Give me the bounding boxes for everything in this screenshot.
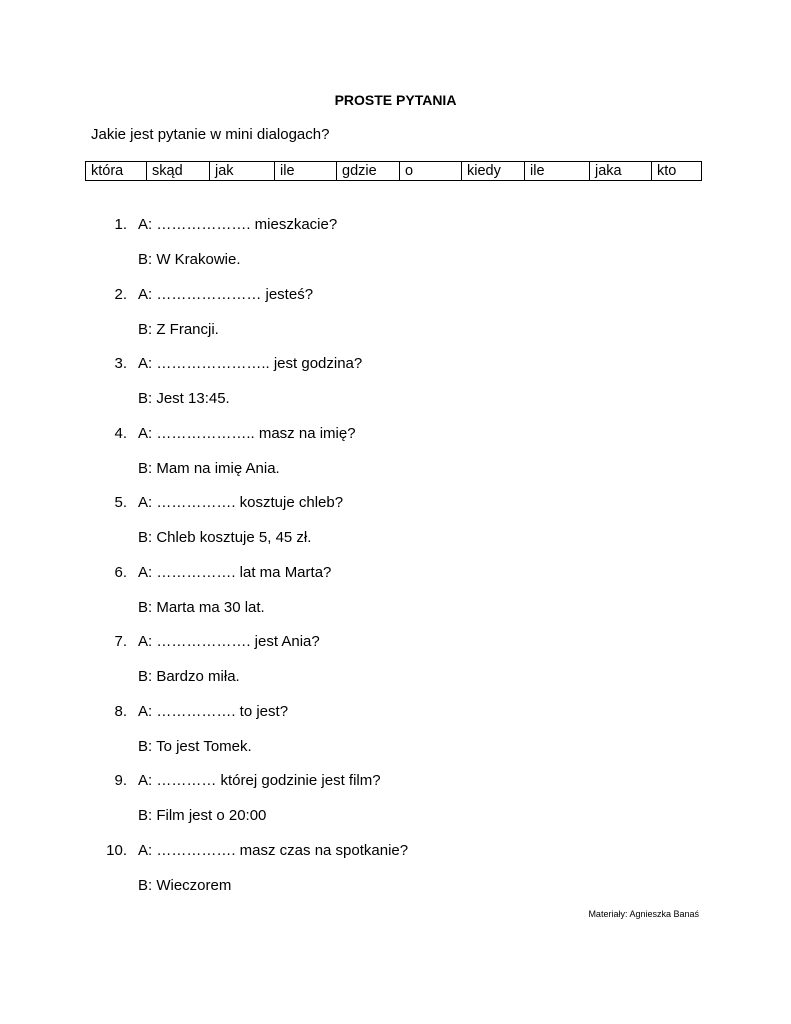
word-bank-cell: kto (652, 162, 702, 181)
dialog-answer: B: Marta ma 30 lat. (138, 598, 265, 616)
dialog-item (0, 353, 791, 423)
word-bank-cell: ile (275, 162, 337, 181)
dialog-answer: B: To jest Tomek. (138, 737, 252, 755)
word-bank-cell: skąd (147, 162, 210, 181)
dialog-question: A: ………………… jesteś? (138, 285, 314, 303)
dialog-number: 8. (114, 702, 127, 720)
dialog-item (0, 284, 791, 354)
dialog-question: A: ………………….. jest godzina? (138, 355, 363, 372)
dialog-answer: B: Bardzo miła. (138, 668, 240, 685)
dialog-question: A: ……………….. masz na imię? (138, 424, 356, 442)
word-bank-cell: o (400, 162, 462, 181)
dialog-question: A: ……………. masz czas na spotkanie? (138, 841, 409, 859)
word-bank-cell: ile (525, 162, 590, 181)
dialog-item (0, 423, 791, 493)
dialog-item (0, 631, 791, 701)
dialog-question: A: ………………. jest Ania? (138, 633, 320, 650)
dialog-answer: B: Film jest o 20:00 (138, 807, 267, 824)
dialog-answer: B: Mam na imię Ania. (138, 459, 280, 477)
dialog-item (0, 840, 791, 910)
dialog-answer: B: W Krakowie. (138, 251, 241, 268)
dialog-number: 10. (106, 841, 127, 859)
dialog-question: A: ………… której godzinie jest film? (138, 772, 381, 789)
dialog-number: 4. (114, 424, 127, 442)
word-bank-cell: kiedy (462, 162, 525, 181)
word-bank-cell: która (86, 162, 147, 181)
page-title: PROSTE PYTANIA (334, 92, 457, 108)
dialog-answer: B: Z Francji. (138, 320, 219, 338)
word-bank-row (86, 162, 702, 181)
dialog-number: 5. (114, 494, 127, 511)
dialog-item (0, 562, 791, 632)
dialog-item (0, 701, 791, 771)
dialog-question: A: ……………. to jest? (138, 702, 289, 720)
dialog-number: 1. (114, 216, 127, 233)
dialog-item (0, 770, 791, 840)
dialog-question: A: ……………. lat ma Marta? (138, 563, 332, 581)
dialog-number: 9. (114, 772, 127, 789)
word-bank-cell: gdzie (337, 162, 400, 181)
dialog-question: A: ………………. mieszkacie? (138, 216, 338, 233)
footer-credit: Materiały: Agnieszka Banaś (588, 909, 699, 919)
dialog-answer: B: Wieczorem (138, 876, 232, 894)
dialog-number: 3. (114, 355, 127, 372)
word-bank-cell: jak (210, 162, 275, 181)
dialog-number: 6. (114, 563, 127, 581)
word-bank-cell: jaka (590, 162, 652, 181)
dialog-item (0, 214, 791, 284)
instruction-text: Jakie jest pytanie w mini dialogach? (91, 126, 330, 143)
dialog-number: 2. (114, 285, 127, 303)
dialog-list (0, 214, 791, 909)
dialog-question: A: ……………. kosztuje chleb? (138, 494, 344, 511)
dialog-answer: B: Chleb kosztuje 5, 45 zł. (138, 529, 312, 546)
dialog-item (0, 492, 791, 562)
dialog-answer: B: Jest 13:45. (138, 390, 230, 407)
word-bank-table (85, 161, 702, 181)
dialog-number: 7. (114, 633, 127, 650)
